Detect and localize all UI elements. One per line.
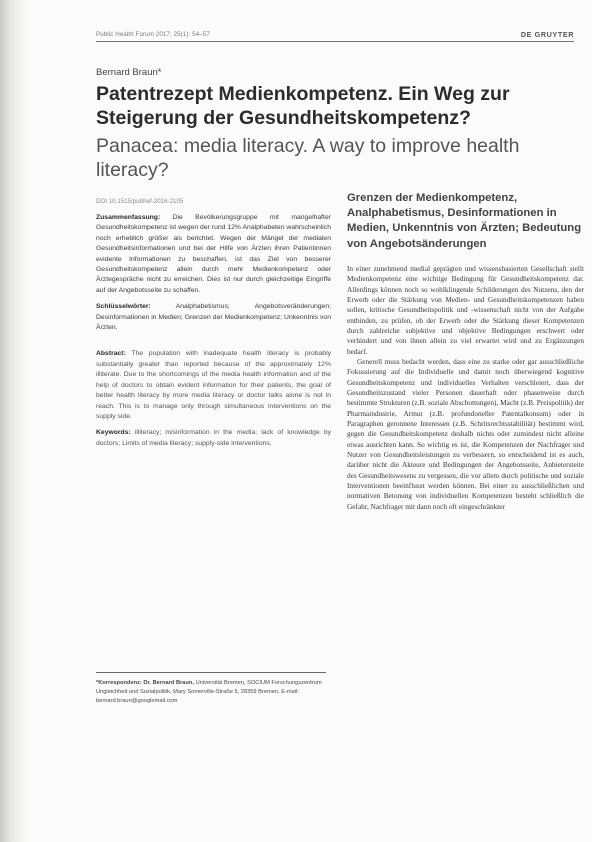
- article-author: Bernard Braun*: [96, 67, 162, 78]
- body-paragraph-2: Generell muss bedacht werden, dass eine zu starke oder gar ausschließliche Fokussierung auf die Individuelle und damit noch überwiegend kognitive Gesundheitskompetenz und individuelles Verhalten verschleiert, dass der Gesundheitszustand vieler Personen dauerhaft oder phasenweise durch bestimmte Strukturen (z.B. soziale Abschottungen), Macht (z.B. Preispolitik) der Pharmaindustrie, Armut (z.B. profundoneller Patentalkonsum) oder in Paragraphen geronnene Interessen (z.B. Schritsrechtsstabilität) bestimmt wird, gegen die Gesundheitskompetenz deshalb nichts oder zumindest nicht alleine etwas ausrichten kann. So wichtig es ist, die Kompetenzen der Nachfrager und Nutzer von Gesundheitsleistungen zu verbessern, so entscheidend ist es auch, darüber nicht die Akteure und Bedingungen der Angebotsseite, Anbietersteite des Gesundheitswesens zu vergessen, die vor allem durch politische und soziale Interventionen beeinflusst werden können. Bei einer zu ausschließlichen und normativen Betonung von individuellen Kompetenzen besteht schließlich die Gefahr, Nachfrager mit dann noch oft eingeschränkter: [347, 356, 584, 511]
- zusammenfassung-label: Zusammenfassung:: [96, 214, 161, 221]
- section-heading: Grenzen der Medienkompetenz, Analphabetismus, Desinformationen in Medien, Unkenntnis von Ärzten; Bedeutung von Angebotsänderungen: [347, 192, 582, 250]
- keywords-text: illiteracy; misinformation in the media; lack of knowledge by doctors; Limits of media literacy; supply-side interventions.: [96, 429, 332, 447]
- header-divider: [96, 41, 574, 42]
- schluesselwoerter: [96, 302, 331, 333]
- abstract-label: Abstract:: [96, 350, 126, 358]
- spacer: [96, 339, 331, 349]
- keywords-en: [96, 428, 331, 449]
- article-title-english: Panacea: media literacy. A way to improve health literacy?: [96, 135, 520, 181]
- abstract-en: [96, 349, 331, 422]
- body-column: [347, 191, 584, 512]
- keywords-label: Keywords:: [96, 429, 131, 437]
- footnote-label: *Korrespondenz: Dr. Bernard Braun,: [96, 680, 194, 686]
- journal-running-head: Public Health Forum 2017; 25(1): 54–57: [96, 31, 210, 38]
- body-paragraph-1: In einer zunehmend medial geprägten und wissensbasierten Gesellschaft stellt Medienkompetenz eine wichtige Bedingung für Gesundheitskompetenz dar. Allerdings können noch so wohlklingende Schilderungen des Nutzens, den der Erwerb oder die Stärkung von Medien- und Gesundheitskompetenzen haben sollen, kritische Gesundheitspolitik und -wissenschaft nicht von der Aufgabe entbinden, zu prüfen, ob der Erwerb oder die Stärkung dieser Kompetenzen durch zahlreiche subjektive und objektive Bedingungen erschwert oder verhindert und von ihnen allein zu viel erwartet wird und zu Ergänzungen bedarf.: [347, 263, 584, 356]
- zusammenfassung-text: Die Bevölkerungsgruppe mit mangelhafter Gesundheitskompetenz ist wegen der rund 12% Analphabeten wahrscheinlich noch erheblich größer als berichtet. Wegen der Mängel der medialen Gesundheitsinformationen und bei der Hilfe von Ärzten ihren Patientinnen evidente Informationen zu beschaffen, ist das Ziel von besserer Gesundheitskompetenz allein durch mehr Medienkompetenz oder Ärztegespräche nicht zu erreichen. Dies ist nur durch gleichzeitige Eingriffe auf der Angebotsseite zu schaffen.: [96, 214, 331, 294]
- article-doi: DOI 10.1515/pubhef-2016-2105: [96, 198, 184, 205]
- correspondence-footnote: [96, 672, 326, 707]
- scan-binding-shadow: [0, 0, 26, 842]
- abstract-column: [96, 213, 331, 455]
- article-title-german: Patentrezept Medienkompetenz. Ein Weg zur Steigerung der Gesundheitskompetenz?: [96, 83, 510, 129]
- abstract-text: The population with inadequate health literacy is probably substantially greater than reported because of the approximately 12% illiterate. Due to the shortcomings of the media health information and of the help of doctors to obtain evident information for their patients, the goal of better health literacy by more media literacy or doctor talks alone is not in reach. This is to manage only through simultaneous interventions on the supply side.: [96, 350, 331, 420]
- publisher-name: DE GRUYTER: [520, 30, 574, 39]
- schluesselwoerter-label: Schlüsselwörter:: [96, 303, 151, 311]
- footnote-text: Universität Bremen, SOCIUM Forschungszentrum Ungleichheit und Sozialpolitik, Mary Somerville-Straße 5, 28359 Bremen, E-mail: bernard.braun@googlemail.com: [96, 680, 322, 705]
- zusammenfassung: [96, 213, 331, 296]
- schluesselwoerter-text: Analphabetismus; Angebotsveränderungen; Desinformationen in Medien; Grenzen der Medienkompetenz; Unkenntnis von Ärzten.: [96, 303, 331, 332]
